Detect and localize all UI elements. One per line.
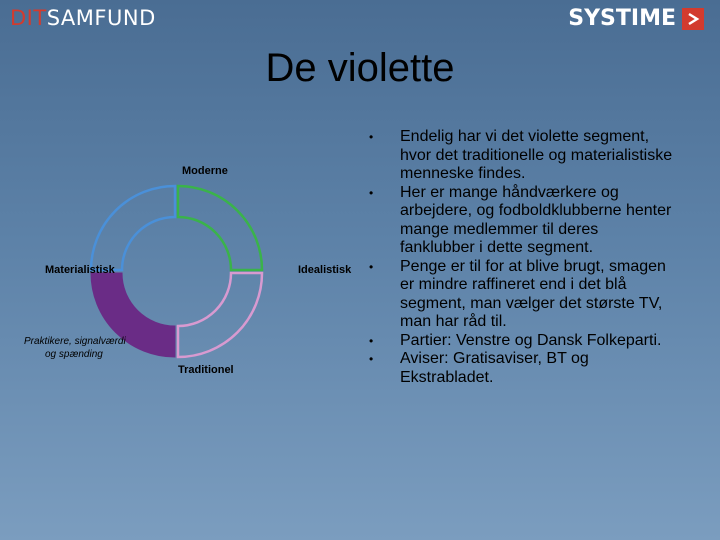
pink-segment [178,273,262,357]
label-idealistisk: Idealistisk [298,264,352,276]
bullet-item: • Penge er til for at blive brugt, smagen er mindre raffineret end i det blå segment, man vælger det største TV, man har råd til. [365,258,675,332]
systime-logo [568,6,704,31]
label-moderne: Moderne [182,165,228,177]
logo-samfund-text: SAMFUND [46,6,156,30]
note-line-2: og spænding [45,349,103,360]
label-traditionel: Traditionel [178,364,234,376]
logo-dit-text: DIT [10,6,47,30]
bullet-list [365,128,675,387]
bullet-item: • Her er mange håndværkere og arbejdere, og fodboldklubberne henter mange medlemmer til deres fanklubber i dette segment. [365,184,675,258]
arrow-right-icon [682,8,704,30]
blue-segment [91,186,175,270]
green-segment [178,186,262,270]
slide-title: De violette [265,46,455,90]
label-materialistisk: Materialistisk [45,264,115,276]
logo-systime-text: SYSTIME [568,6,676,31]
bullet-item: • Aviser: Gratisaviser, BT og Ekstrabladet. [365,350,675,387]
bullet-item: • Partier: Venstre og Dansk Folkeparti. [365,332,675,351]
bullet-item: • Endelig har vi det violette segment, hvor det traditionelle og materialistiske menneske findes. [365,128,675,184]
segment-diagram [20,150,370,390]
note-line-1: Praktikere, signalværdi [24,336,126,347]
dit-samfund-logo [10,6,156,30]
